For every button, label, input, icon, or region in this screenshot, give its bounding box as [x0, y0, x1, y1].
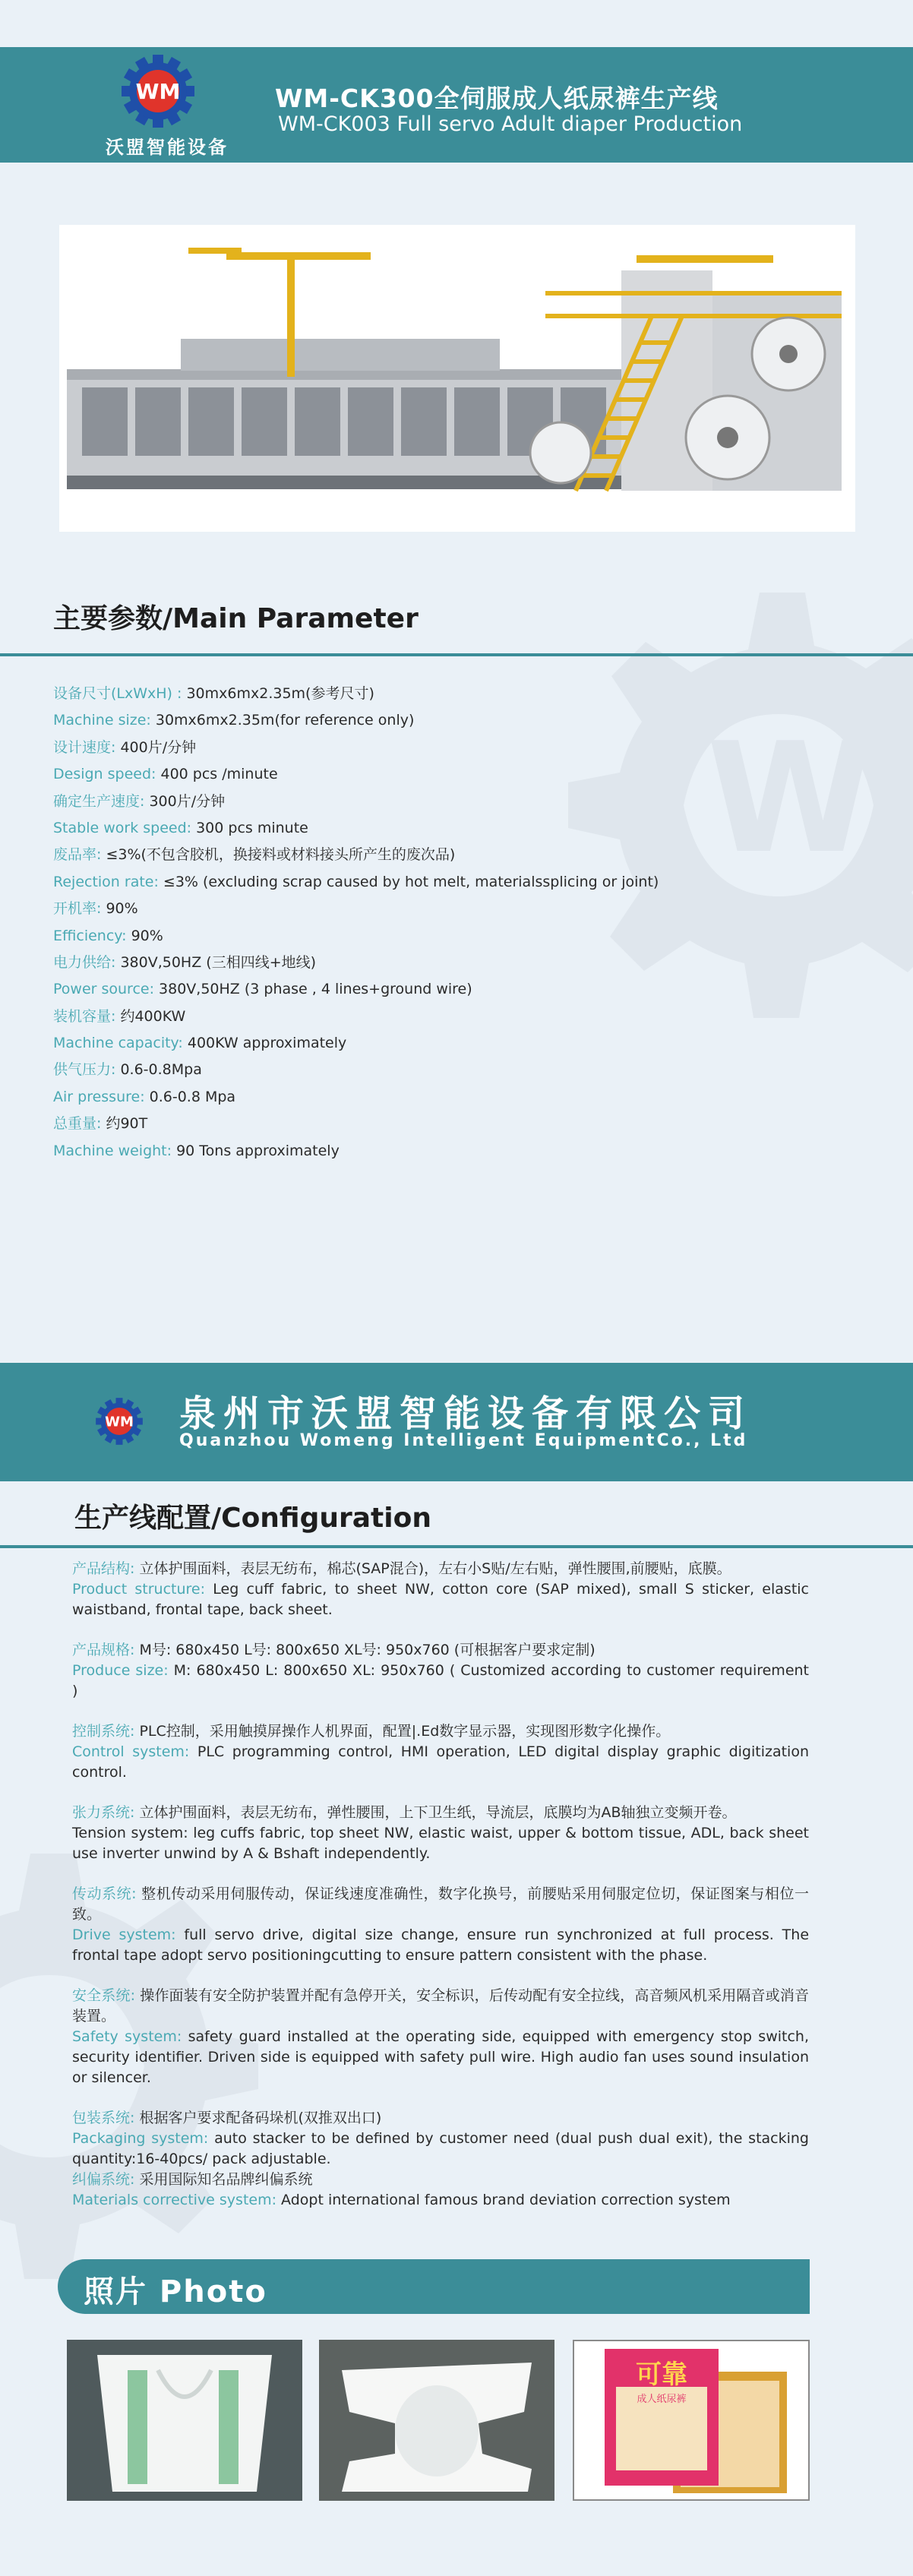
configuration-list [72, 1559, 809, 2230]
param-item: Efficiency: 90% [53, 927, 163, 944]
config-group-tension-system: 张力系统: 立体护围面料，表层无纺布，弹性腰围，上下卫生纸，导流层，底膜均为AB轴独立变频开卷。 Tension system: leg cuffs fabric, top sheet NW, elastic waist, upper & bottom tissue, ADL, back sheet use inverter unwind by A & Bshaft independently. [72, 1804, 809, 1862]
photo-heading: 照片 Photo [84, 2274, 267, 2309]
company-name-cn: 泉州市沃盟智能设备有限公司 [179, 1392, 753, 1435]
svg-text:成人纸尿裤: 成人纸尿裤 [637, 2394, 687, 2405]
company-banner-logo [85, 1387, 153, 1456]
svg-text:WM: WM [105, 1414, 134, 1430]
machine-photo [59, 225, 855, 532]
param-item: Stable work speed: 300 pcs minute [53, 819, 308, 836]
section-divider [0, 1545, 913, 1548]
config-group-product-structure: 产品结构: 立体护围面料，表层无纺布，棉芯(SAP混合)，左右小S贴/左右贴，弹性腰围,前腰贴，底膜。 Product structure: Leg cuff fabric, to sheet NW, cotton core (SAP mixed), small S sticker, elastic waistband, frontal tape, back sheet. [72, 1560, 809, 1618]
product-photo-package [573, 2340, 810, 2501]
configuration-heading: 生产线配置/Configuration [74, 1503, 431, 1534]
param-item: Design speed: 400 pcs /minute [53, 766, 278, 783]
param-item: 确定生产速度: 300片/分钟 [53, 792, 226, 810]
svg-text:WM: WM [135, 79, 181, 104]
param-item: 总重量: 约90T [53, 1115, 148, 1133]
product-photo-diaper-folded [67, 2340, 302, 2501]
main-parameter-heading: 主要参数/Main Parameter [53, 603, 419, 634]
section-divider [0, 653, 913, 656]
param-item: 设计速度: 400片/分钟 [53, 738, 197, 756]
param-item: 设备尺寸(LxWxH) : 30mx6mx2.35m(参考尺寸) [53, 685, 374, 702]
config-group-control-system: 控制系统: PLC控制，采用触摸屏操作人机界面，配置|.Ed数字显示器，实现图形数字化操作。 Control system: PLC programming control, HMI operation, LED digital display graphic digitization control. [72, 1723, 809, 1781]
param-item: 开机率: 90% [53, 900, 138, 918]
company-logo [105, 53, 211, 132]
config-group-product-size: 产品规格: M号: 680x450 L号: 800x650 XL号: 950x760 (可根据客户要求定制) Produce size: M: 680x450 L: 800x650 XL: 950x760 ( Customized according to customer requirement ) [72, 1642, 810, 1699]
config-group-packaging-system: 包装系统: 根据客户要求配备码垛机(双推双出口) Packaging system: auto stacker to be defined by customer need (dual push dual exit), the stacking quantity:16-40pcs/ pack adjustable. 纠偏系统: 采用国际知名品牌纠偏系统 Materials corrective system: Adopt international famous brand deviation correction system [72, 2110, 809, 2208]
param-item: 装机容量: 约400KW [53, 1007, 186, 1025]
param-item: 废品率: ≤3%(不包含胶机，换接料或材料接头所产生的废次品) [53, 846, 456, 864]
parameter-list [53, 681, 676, 1165]
gear-logo-icon [105, 53, 211, 129]
page-title: WM-CK300全伺服成人纸尿裤生产线 [275, 84, 719, 113]
product-photo-diaper-open [319, 2340, 554, 2501]
param-item: Power source: 380V,50HZ (3 phase , 4 lines+ground wire) [53, 981, 472, 998]
param-item: 供气压力: 0.6-0.8Mpa [53, 1061, 202, 1079]
param-item: Machine size: 30mx6mx2.35m(for reference only) [53, 712, 415, 729]
param-item: Rejection rate: ≤3% (excluding scrap caused by hot melt, materialssplicing or joint) [53, 873, 659, 890]
param-item: Machine weight: 90 Tons approximately [53, 1142, 340, 1159]
gear-logo-icon [85, 1387, 153, 1456]
config-group-drive-system: 传动系统: 整机传动采用伺服传动，保证线速度准确性，数字化换号，前腰贴采用伺服定位切，保证图案与相位一致。 Drive system: full servo drive, digital size change, ensure run synchronized at full process. The frontal tape adopt servo positioningcutting to ensure pattern consistent with the phase. [72, 1885, 810, 1964]
company-short-name: 沃盟智能设备 [106, 137, 229, 158]
svg-text:可靠: 可靠 [636, 2359, 687, 2390]
param-item: Air pressure: 0.6-0.8 Mpa [53, 1088, 236, 1105]
config-group-safety-system: 安全系统: 操作面装有安全防护装置并配有急停开关，安全标识，后传动配有安全拉线，高音频风机采用隔音或消音装置。 Safety system: safety guard installed at the operating side, equipped with emergency stop switch, security identifier. Driven side is equipped with safety pull wire. High audio fan uses sound insulation or silencer. [72, 1987, 809, 2086]
svg-text:W: W [706, 710, 874, 887]
param-item: 电力供给: 380V,50HZ (三相四线+地线) [53, 953, 317, 971]
param-item: Machine capacity: 400KW approximately [53, 1035, 347, 1052]
company-name-en: Quanzhou Womeng Intelligent EquipmentCo., Ltd [179, 1431, 748, 1450]
page-subtitle: WM-CK003 Full servo Adult diaper Production [278, 112, 743, 136]
